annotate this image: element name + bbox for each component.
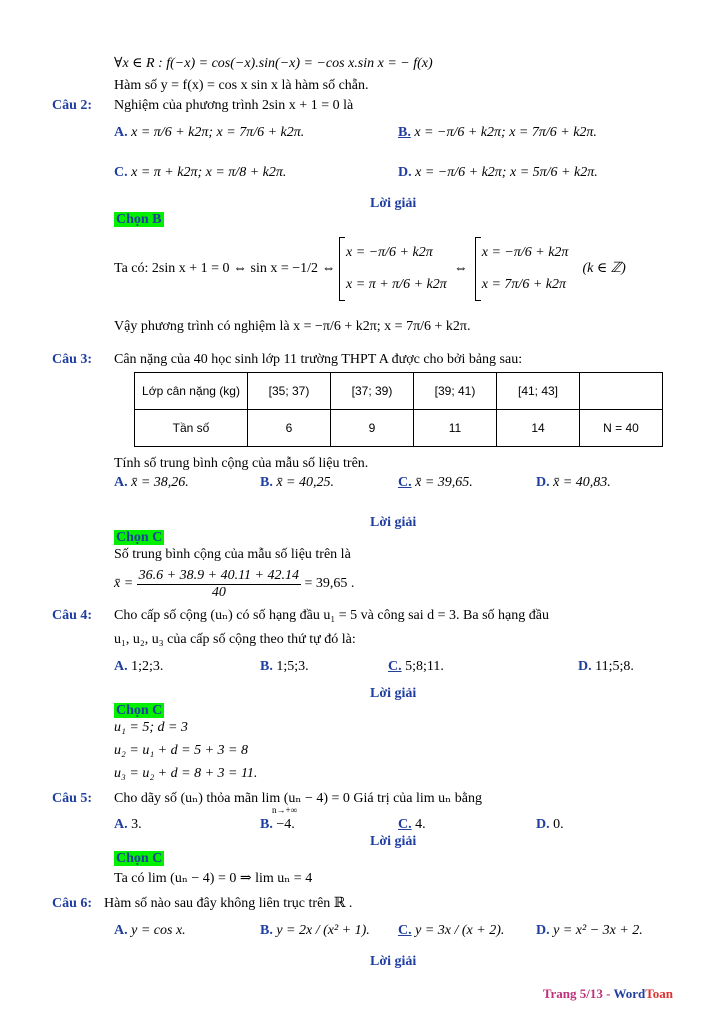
q3-chon: Chọn C	[116, 530, 163, 545]
table-row	[135, 410, 663, 447]
q2-bracket-2: x = −π/6 + k2π x = 7π/6 + k2π	[475, 237, 569, 301]
q4-option-b: B. 1;5;3.	[260, 659, 309, 674]
q2-option-c: C. x = π + k2π; x = π/8 + k2π.	[114, 165, 287, 180]
q3-sol-formula: x̄ = $\frac{36.6 + 38.9 + 40.11 + 42.14}{40}$ = 39,65 .	[114, 567, 355, 600]
q6-option-d: D. y = x² − 3x + 2.	[536, 923, 643, 938]
q4-option-d: D. 11;5;8.	[578, 659, 634, 674]
q4-question: Cho cấp số cộng (uₙ) có số hạng đầu u₁ = 5 và công sai d = 3. Ba số hạng đầu	[114, 608, 549, 623]
q4-question-2: u₁, u₂, u₃ của cấp số cộng theo thứ tự đó là:	[114, 632, 356, 647]
q2-loigiai: Lời giải	[370, 196, 417, 211]
q4-step-3: u₃ = u₂ + d = 8 + 3 = 11.	[114, 766, 258, 781]
table-cell: [37; 39)	[331, 373, 414, 410]
q3-question: Cân nặng của 40 học sinh lớp 11 trường THPT A được cho bởi bảng sau:	[114, 352, 523, 367]
table-cell: 6	[248, 410, 331, 447]
q5-option-b: B. −4.	[260, 817, 295, 832]
q5-option-a: A. 3.	[114, 817, 142, 832]
page-footer: Trang 5/13 - WordToan	[542, 986, 673, 1001]
table-cell: N = 40	[580, 410, 663, 447]
q4-loigiai: Lời giải	[370, 686, 417, 701]
q2-chon: Chọn B	[116, 212, 162, 227]
q5-loigiai: Lời giải	[370, 834, 417, 849]
frequency-table	[134, 372, 663, 447]
q3-sol-intro: Số trung bình cộng của mẫu số liệu trên là	[114, 547, 351, 562]
q2-option-d: D. x = −π/6 + k2π; x = 5π/6 + k2π.	[398, 165, 598, 180]
table-cell: 14	[497, 410, 580, 447]
table-cell	[580, 373, 663, 410]
q6-loigiai: Lời giải	[370, 954, 417, 969]
top-line-2: Hàm số y = f(x) = cos x sin x là hàm số chẵn.	[114, 78, 369, 93]
top-line-1: ∀x ∈ R : f(−x) = cos(−x).sin(−x) = −cos x.sin x = − f(x)	[114, 56, 433, 71]
q5-chon: Chọn C	[116, 851, 163, 866]
q5-option-d: D. 0.	[536, 817, 564, 832]
q4-option-a: A. 1;2;3.	[114, 659, 164, 674]
q4-chon: Chọn C	[116, 703, 163, 718]
q5-lim-sub: n→+∞	[272, 805, 297, 815]
q4-step-1: u₁ = 5; d = 3	[114, 720, 188, 735]
q4-option-c: C. 5;8;11.	[388, 659, 444, 674]
q2-label: Câu 2:	[52, 98, 93, 113]
q3-option-a: A. x̄ = 38,26.	[114, 475, 189, 490]
table-cell: Lớp cân nặng (kg)	[135, 373, 248, 410]
q2-option-a: A. x = π/6 + k2π; x = 7π/6 + k2π.	[114, 125, 305, 140]
table-cell: [35; 37)	[248, 373, 331, 410]
table-cell: Tần số	[135, 410, 248, 447]
q3-label: Câu 3:	[52, 352, 93, 367]
q3-option-d: D. x̄ = 40,83.	[536, 475, 611, 490]
q5-question: Cho dãy số (uₙ) thỏa mãn lim (uₙ − 4) = 0 Giá trị của lim uₙ bằng	[114, 791, 482, 806]
table-cell: [39; 41)	[414, 373, 497, 410]
q6-question: Hàm số nào sau đây không liên trục trên ℝ .	[104, 896, 353, 911]
q2-conclusion: Vậy phương trình có nghiệm là x = −π/6 + k2π; x = 7π/6 + k2π.	[114, 319, 471, 334]
table-row	[135, 373, 663, 410]
q3-option-b: B. x̄ = 40,25.	[260, 475, 335, 490]
table-cell: 11	[414, 410, 497, 447]
q4-label: Câu 4:	[52, 608, 93, 623]
q3-option-c: C. x̄ = 39,65.	[398, 475, 473, 490]
table-cell: 9	[331, 410, 414, 447]
q5-option-c: C. 4.	[398, 817, 426, 832]
q6-option-c: C. y = 3x / (x + 2).	[398, 923, 505, 938]
q4-step-2: u₂ = u₁ + d = 5 + 3 = 8	[114, 743, 248, 758]
q2-solution: Ta có: 2sin x + 1 = 0 ⇔ sin x = −1/2 ⇔ x = −π/6 + k2π x = π + π/6 + k2π ⇔ x = −π/6 + k2π x = 7π/6 + k2π (k ∈ ℤ)	[114, 234, 626, 304]
table-cell: [41; 43]	[497, 373, 580, 410]
q6-option-a: A. y = cos x.	[114, 923, 186, 938]
q5-label: Câu 5:	[52, 791, 93, 806]
q2-option-b: B. x = −π/6 + k2π; x = 7π/6 + k2π.	[398, 125, 597, 140]
q6-label: Câu 6:	[52, 896, 93, 911]
q2-bracket-1: x = −π/6 + k2π x = π + π/6 + k2π	[339, 237, 447, 301]
q5-solution: Ta có lim (uₙ − 4) = 0 ⇒ lim uₙ = 4	[114, 871, 313, 886]
q2-question: Nghiệm của phương trình 2sin x + 1 = 0 là	[114, 98, 354, 113]
q6-option-b: B. y = 2x / (x² + 1).	[260, 923, 370, 938]
q3-ask: Tính số trung bình cộng của mẫu số liệu trên.	[114, 456, 369, 471]
q3-loigiai: Lời giải	[370, 515, 417, 530]
